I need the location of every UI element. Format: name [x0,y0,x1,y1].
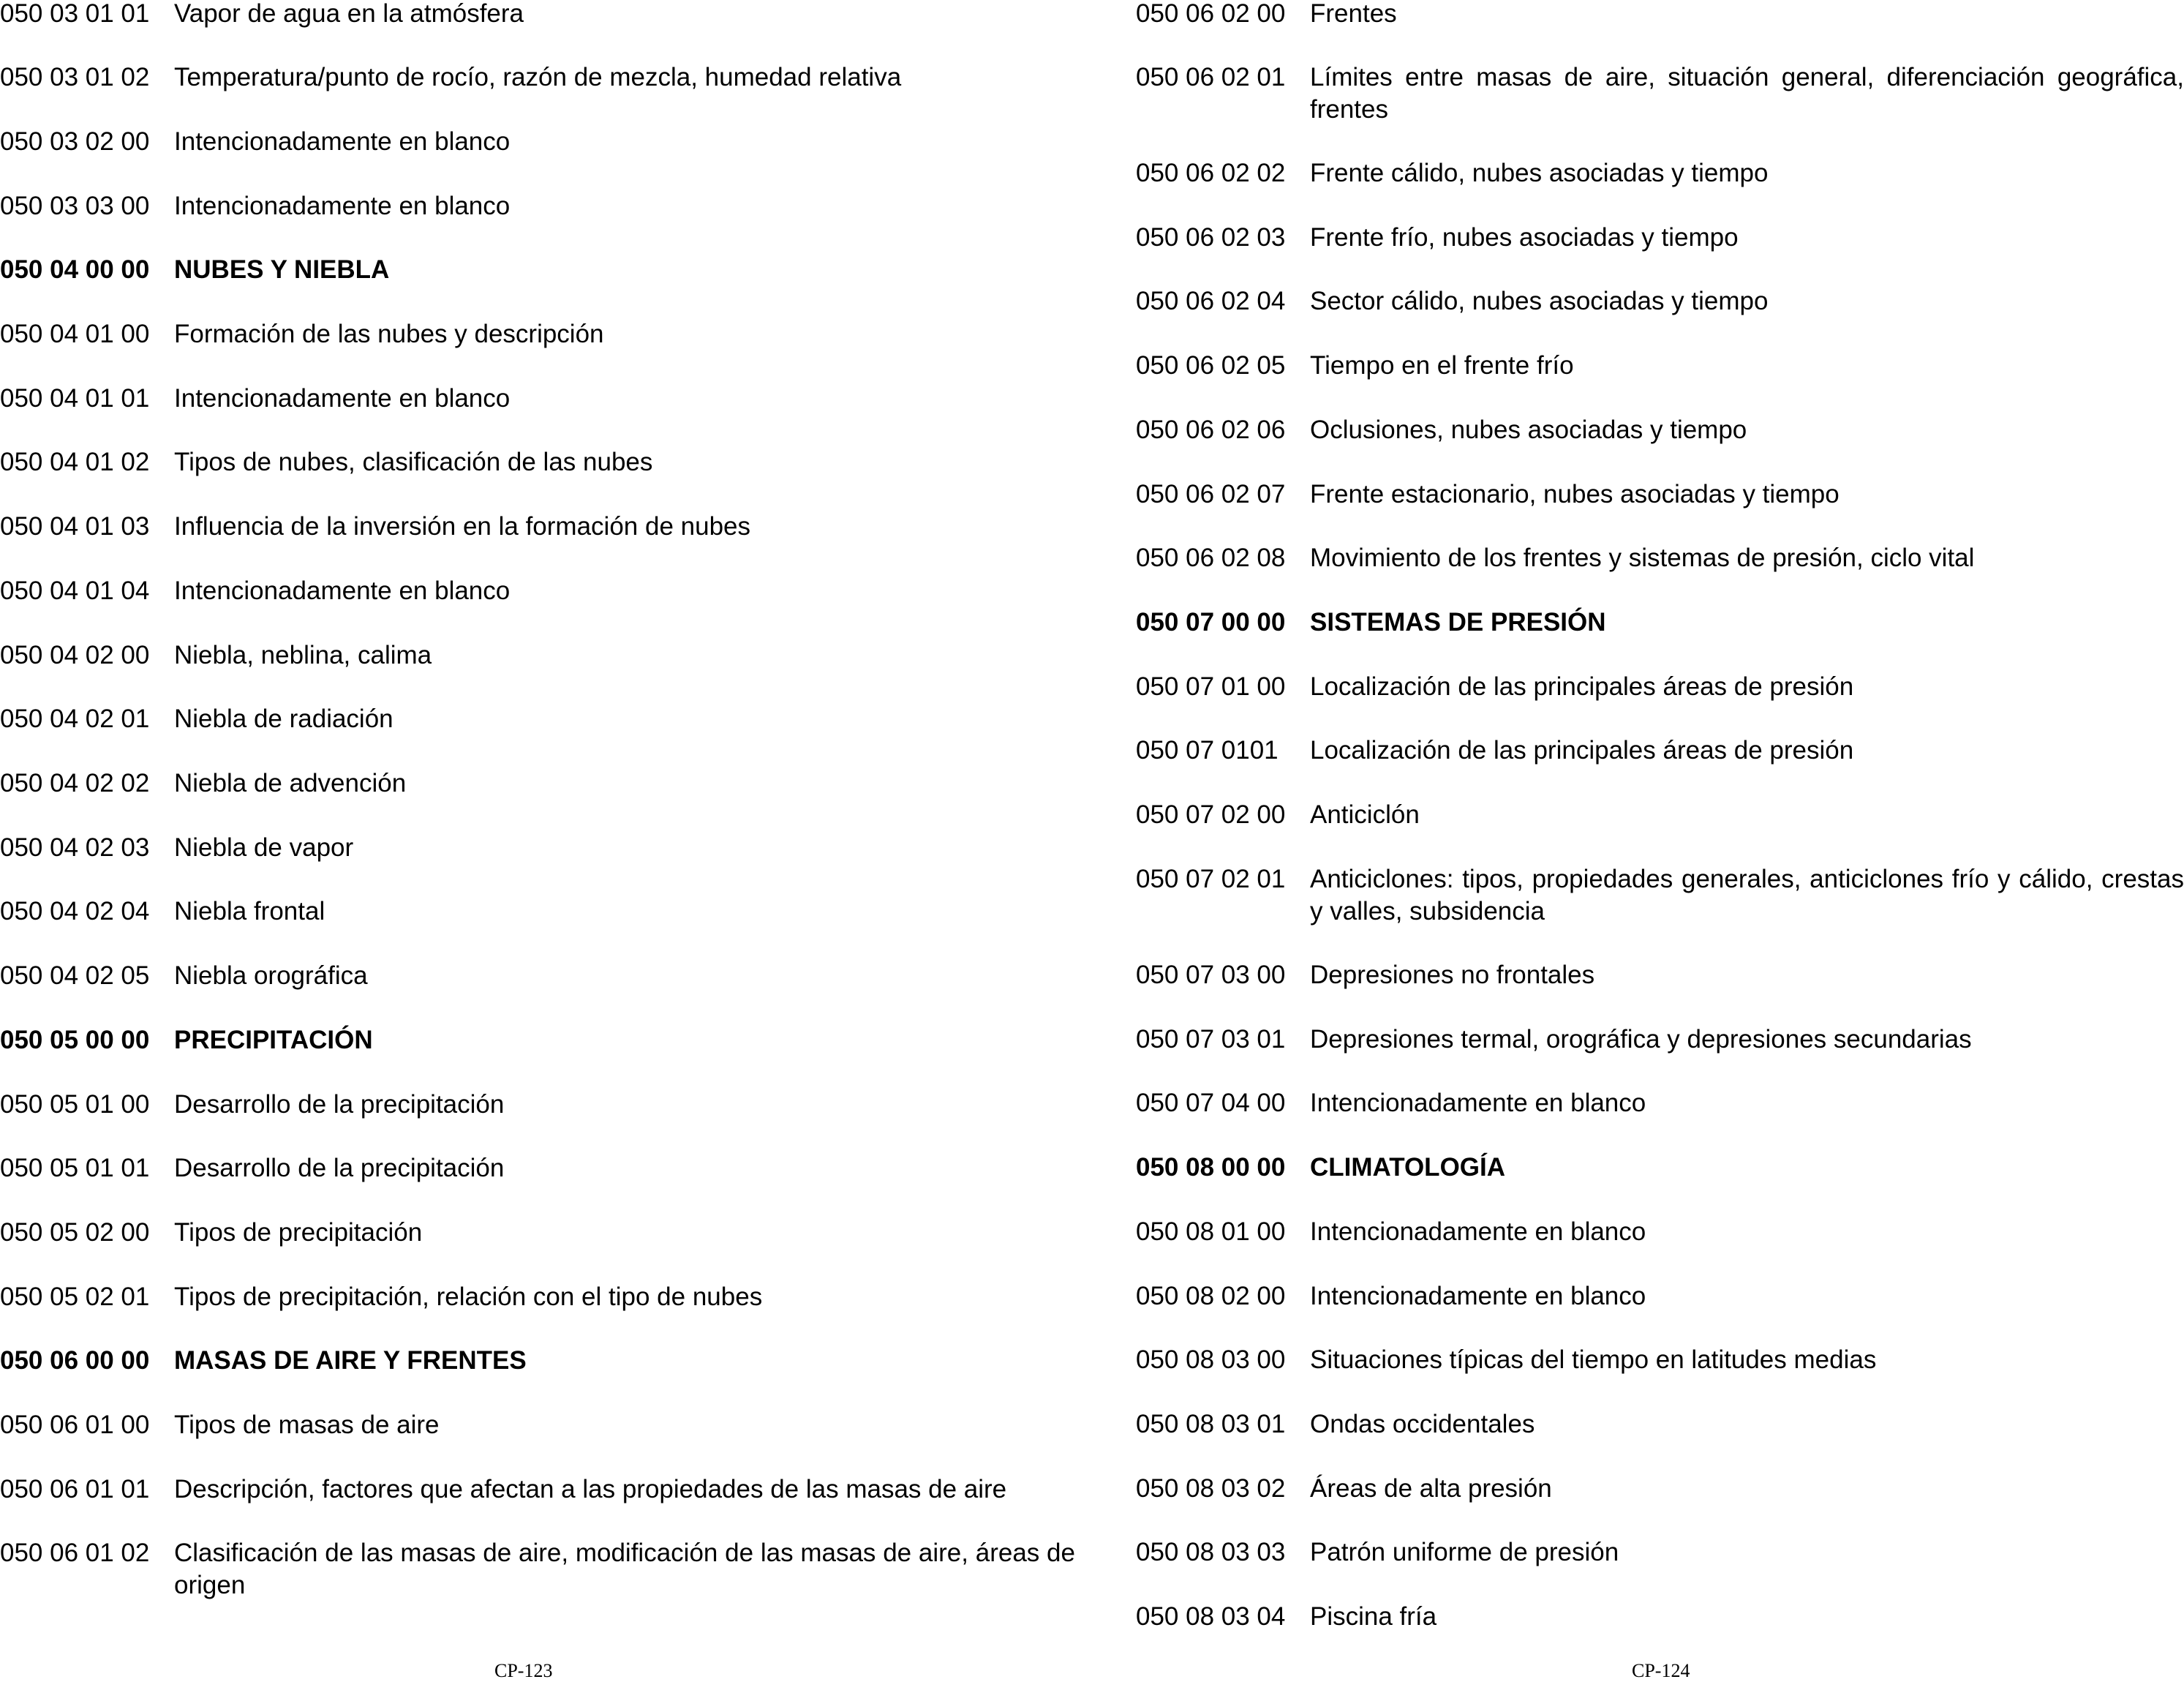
item-code: 050 07 01 00 [1136,672,1286,701]
item-code: 050 04 01 01 [0,384,150,413]
item-code: 050 06 01 00 [0,1411,150,1439]
list-item [1136,671,2184,703]
list-item [0,126,1075,158]
item-title: Localización de las principales áreas de presión [1310,736,1854,765]
item-title: Niebla de radiación [174,705,394,733]
item-title: Formación de las nubes y descripción [174,320,604,348]
item-code: 050 06 02 03 [1136,223,1286,252]
list-item [1136,222,2184,254]
list-item [0,1281,1075,1313]
item-title: Depresiones termal, orográfica y depresiones secundarias [1310,1025,1972,1054]
item-code: 050 07 0101 [1136,736,1279,765]
item-title: Frente estacionario, nubes asociadas y tiempo [1310,480,1840,508]
item-code: 050 06 02 08 [1136,544,1286,572]
item-code: 050 05 00 00 [0,1026,150,1054]
list-item [0,511,1075,543]
list-item [0,575,1075,607]
item-code: 050 07 00 00 [1136,608,1286,637]
item-title: Intencionadamente en blanco [1310,1282,1646,1310]
item-title: Niebla orográfica [174,961,368,990]
item-code: 050 07 03 00 [1136,961,1286,989]
item-title: Desarrollo de la precipitación [174,1090,505,1119]
list-item [0,1152,1075,1184]
item-title: Tipos de nubes, clasificación de las nubes [174,448,653,476]
item-code: 050 04 02 02 [0,769,150,797]
item-code: 050 08 03 04 [1136,1602,1286,1631]
item-code: 050 05 02 01 [0,1283,150,1311]
item-title: Piscina fría [1310,1602,1437,1631]
item-title: Intencionadamente en blanco [1310,1217,1646,1246]
item-title: Anticiclones: tipos, propiedades generales, anticiclones frío y cálido, crestas y valles, subsidencia [1310,865,2184,926]
list-item [0,1409,1075,1441]
item-code: 050 06 00 00 [0,1346,150,1375]
item-code: 050 06 02 01 [1136,63,1286,91]
item-code: 050 06 02 04 [1136,287,1286,315]
list-item [0,446,1075,478]
list-item [0,703,1075,735]
item-code: 050 08 01 00 [1136,1217,1286,1246]
item-title: Tipos de masas de aire [174,1411,440,1439]
list-item [1136,285,2184,318]
item-title: Frente frío, nubes asociadas y tiempo [1310,223,1739,252]
item-code: 050 04 02 05 [0,961,150,990]
item-code: 050 04 02 03 [0,833,150,862]
item-title: Situaciones típicas del tiempo en latitudes medias [1310,1345,1877,1374]
list-item [1136,1024,2184,1056]
list-item [0,767,1075,800]
item-code: 050 07 02 01 [1136,865,1286,893]
list-item [1136,414,2184,446]
item-code: 050 06 02 07 [1136,480,1286,508]
list-item [1136,1087,2184,1119]
page-number-left: CP-123 [494,1660,553,1681]
item-title: Temperatura/punto de rocío, razón de mezcla, humedad relativa [174,63,902,91]
item-title: Intencionadamente en blanco [1310,1089,1646,1117]
list-item [1136,799,2184,831]
item-title: Frentes [1310,0,1397,28]
item-title: Desarrollo de la precipitación [174,1154,505,1182]
list-item [1136,0,2184,30]
item-title: Oclusiones, nubes asociadas y tiempo [1310,416,1747,444]
item-code: 050 04 01 00 [0,320,150,348]
item-title: NUBES Y NIEBLA [174,255,390,284]
item-code: 050 03 02 00 [0,127,150,156]
list-item [1136,1536,2184,1569]
item-code: 050 07 04 00 [1136,1089,1286,1117]
item-code: 050 04 01 02 [0,448,150,476]
item-code: 050 04 02 00 [0,641,150,669]
list-item [1136,1601,2184,1633]
item-code: 050 06 01 01 [0,1475,150,1503]
item-title: Tipos de precipitación [174,1218,423,1247]
list-item [1136,735,2184,767]
list-item [1136,1280,2184,1313]
item-code: 050 08 03 00 [1136,1345,1286,1374]
item-code: 050 03 03 00 [0,192,150,220]
item-title: Movimiento de los frentes y sistemas de presión, ciclo vital [1310,544,1975,572]
item-title: Niebla, neblina, calima [174,641,432,669]
item-title: Niebla frontal [174,897,325,926]
section-heading [0,1024,1075,1056]
item-title: Tipos de precipitación, relación con el tipo de nubes [174,1283,763,1311]
item-title: Intencionadamente en blanco [174,127,511,156]
item-title: MASAS DE AIRE Y FRENTES [174,1346,527,1375]
list-item [0,960,1075,992]
list-item [1136,542,2184,574]
item-title: Localización de las principales áreas de presión [1310,672,1854,701]
list-item [0,1473,1075,1506]
item-code: 050 04 01 04 [0,577,150,605]
item-code: 050 08 02 00 [1136,1282,1286,1310]
item-code: 050 06 02 02 [1136,159,1286,187]
item-title: Clasificación de las masas de aire, modificación de las masas de aire, áreas de origen [174,1539,1075,1599]
item-code: 050 04 01 03 [0,512,150,541]
item-title: Patrón uniforme de presión [1310,1538,1619,1566]
item-title: Tiempo en el frente frío [1310,351,1574,380]
item-title: Anticiclón [1310,800,1420,829]
section-heading [0,1345,1075,1377]
item-code: 050 08 03 03 [1136,1538,1286,1566]
item-code: 050 06 02 06 [1136,416,1286,444]
list-item [1136,478,2184,511]
list-item [0,896,1075,928]
item-title: Sector cálido, nubes asociadas y tiempo [1310,287,1769,315]
item-title: Descripción, factores que afectan a las propiedades de las masas de aire [174,1475,1007,1503]
section-heading [0,254,1075,286]
item-title: SISTEMAS DE PRESIÓN [1310,608,1606,637]
item-title: Frente cálido, nubes asociadas y tiempo [1310,159,1769,187]
list-item [0,1537,1075,1602]
item-title: PRECIPITACIÓN [174,1026,373,1054]
list-item [0,832,1075,864]
item-title: Áreas de alta presión [1310,1474,1552,1503]
item-code: 050 06 02 00 [1136,0,1286,28]
item-code: 050 06 02 05 [1136,351,1286,380]
list-item [0,639,1075,672]
item-code: 050 06 01 02 [0,1539,150,1567]
list-item [1136,157,2184,189]
list-item [0,1089,1075,1121]
list-item [0,318,1075,350]
section-heading [1136,607,2184,639]
item-code: 050 03 01 01 [0,0,150,28]
item-code: 050 04 02 01 [0,705,150,733]
item-code: 050 08 03 02 [1136,1474,1286,1503]
item-code: 050 08 00 00 [1136,1153,1286,1182]
list-item [0,0,1075,30]
item-title: Niebla de advención [174,769,407,797]
list-item [0,190,1075,222]
section-heading [1136,1152,2184,1184]
item-code: 050 04 00 00 [0,255,150,284]
list-item [1136,959,2184,991]
page-number-right: CP-124 [1632,1660,1690,1681]
item-code: 050 08 03 01 [1136,1410,1286,1438]
list-item [1136,350,2184,382]
list-item [0,61,1075,94]
item-title: Intencionadamente en blanco [174,577,511,605]
item-title: Depresiones no frontales [1310,961,1595,989]
item-title: Intencionadamente en blanco [174,384,511,413]
list-item [0,1217,1075,1249]
item-title: Ondas occidentales [1310,1410,1535,1438]
list-item [1136,1408,2184,1441]
list-item [1136,61,2184,126]
item-title: Niebla de vapor [174,833,354,862]
item-code: 050 05 01 00 [0,1090,150,1119]
item-code: 050 07 02 00 [1136,800,1286,829]
item-title: Límites entre masas de aire, situación general, diferenciación geográfica, frentes [1310,63,2184,124]
item-code: 050 04 02 04 [0,897,150,926]
item-title: CLIMATOLOGÍA [1310,1153,1506,1182]
item-title: Intencionadamente en blanco [174,192,511,220]
list-item [1136,1344,2184,1376]
item-title: Vapor de agua en la atmósfera [174,0,524,28]
item-title: Influencia de la inversión en la formación de nubes [174,512,750,541]
list-item [1136,1216,2184,1248]
list-item [0,383,1075,415]
item-code: 050 07 03 01 [1136,1025,1286,1054]
item-code: 050 03 01 02 [0,63,150,91]
list-item [1136,863,2184,928]
item-code: 050 05 02 00 [0,1218,150,1247]
list-item [1136,1473,2184,1505]
item-code: 050 05 01 01 [0,1154,150,1182]
